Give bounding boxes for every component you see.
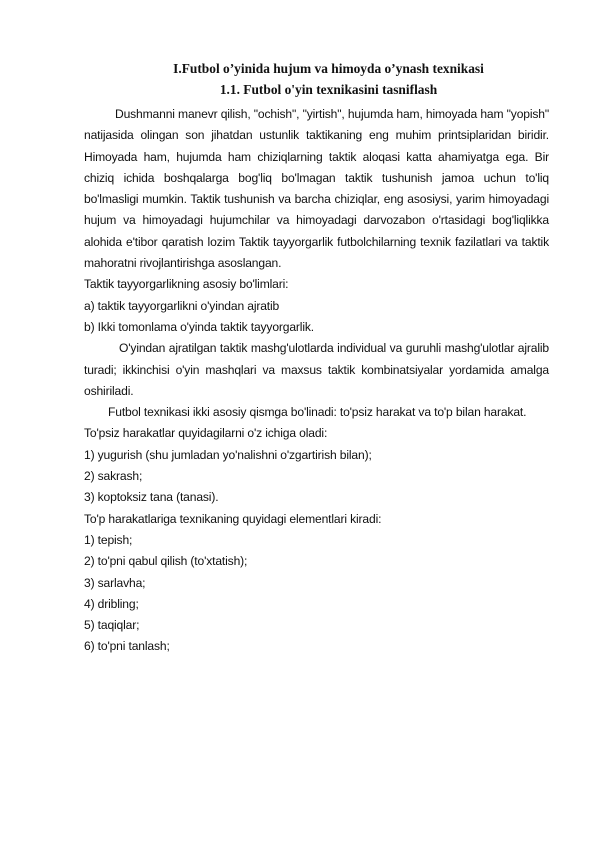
list-item: 6) to'pni tanlash;	[84, 639, 170, 654]
paragraph-with-ball-lead: To'p harakatlariga texnikaning quyidagi elementlari kiradi:	[84, 511, 382, 526]
paragraph-without-ball-lead: To'psiz harakatlar quyidagilarni o'z ichiga oladi:	[84, 426, 328, 441]
paragraph-technique: Futbol texnikasi ikki asosiy qismga bo'linadi: to'psiz harakat va to'p bilan harakat.	[108, 405, 527, 420]
list-item: 1) yugurish (shu jumladan yo'nalishni o'zgartirish bilan);	[84, 447, 372, 462]
list-item: 1) tepish;	[84, 532, 133, 547]
list-item: 4) dribling;	[84, 596, 139, 611]
section-heading: 1.1. Futbol o'yin texnikasini tasniflash	[219, 82, 438, 97]
list-item: 3) sarlavha;	[84, 575, 146, 590]
list-item: 2) to'pni qabul qilish (to'xtatish);	[84, 554, 248, 569]
list-item: 2) sakrash;	[84, 469, 143, 484]
paragraph-training: O'yindan ajratilgan taktik mashg'ulotlarda individual va guruhli mashg'ulotlar ajralib turadi; ikkinchisi o'yin mashqlari va maxsus taktik kombinatsiyalar yordamida amalga oshiriladi.	[84, 341, 549, 398]
chapter-heading: I.Futbol o’yinida hujum va himoyda o’ynash texnikasi	[173, 61, 484, 76]
body-text	[84, 104, 549, 658]
list-item: 5) taqiqlar;	[84, 618, 140, 633]
list-item: a) taktik tayyorgarlikni o'yindan ajratib	[84, 298, 280, 313]
paragraph-intro: Dushmanni manevr qilish, "ochish", "yirtish", hujumda ham, himoyada ham "yopish" natijasida olingan son jihatdan ustunlik taktikaning eng muhim printsiplaridan biridir. Himoyada ham, hujumda ham chiziqlarning taktik aloqasi katta ahamiyatga ega. Bir chiziq ichida boshqalarga bog'liq bo'lmagan taktik tushunish jamoa uchun to'liq bo'lmasligi mumkin. Taktik tushunish va barcha chiziqlar, eng asosiysi, yarim himoyadagi hujum va himoyadagi hujumchilar va himoyadagi darvozabon o'rtasidagi bog'liqlikka alohida e'tibor qaratish lozim Taktik tayyorgarlik futbolchilarning texnik fazilatlari va taktik mahoratni rivojlantirishga asoslangan.	[84, 107, 549, 271]
list-item: 3) koptoksiz tana (tanasi).	[84, 490, 219, 505]
paragraph-sections-lead: Taktik tayyorgarlikning asosiy bo'limlari:	[84, 277, 289, 292]
list-item: b) Ikki tomonlama o'yinda taktik tayyorgarlik.	[84, 319, 314, 334]
